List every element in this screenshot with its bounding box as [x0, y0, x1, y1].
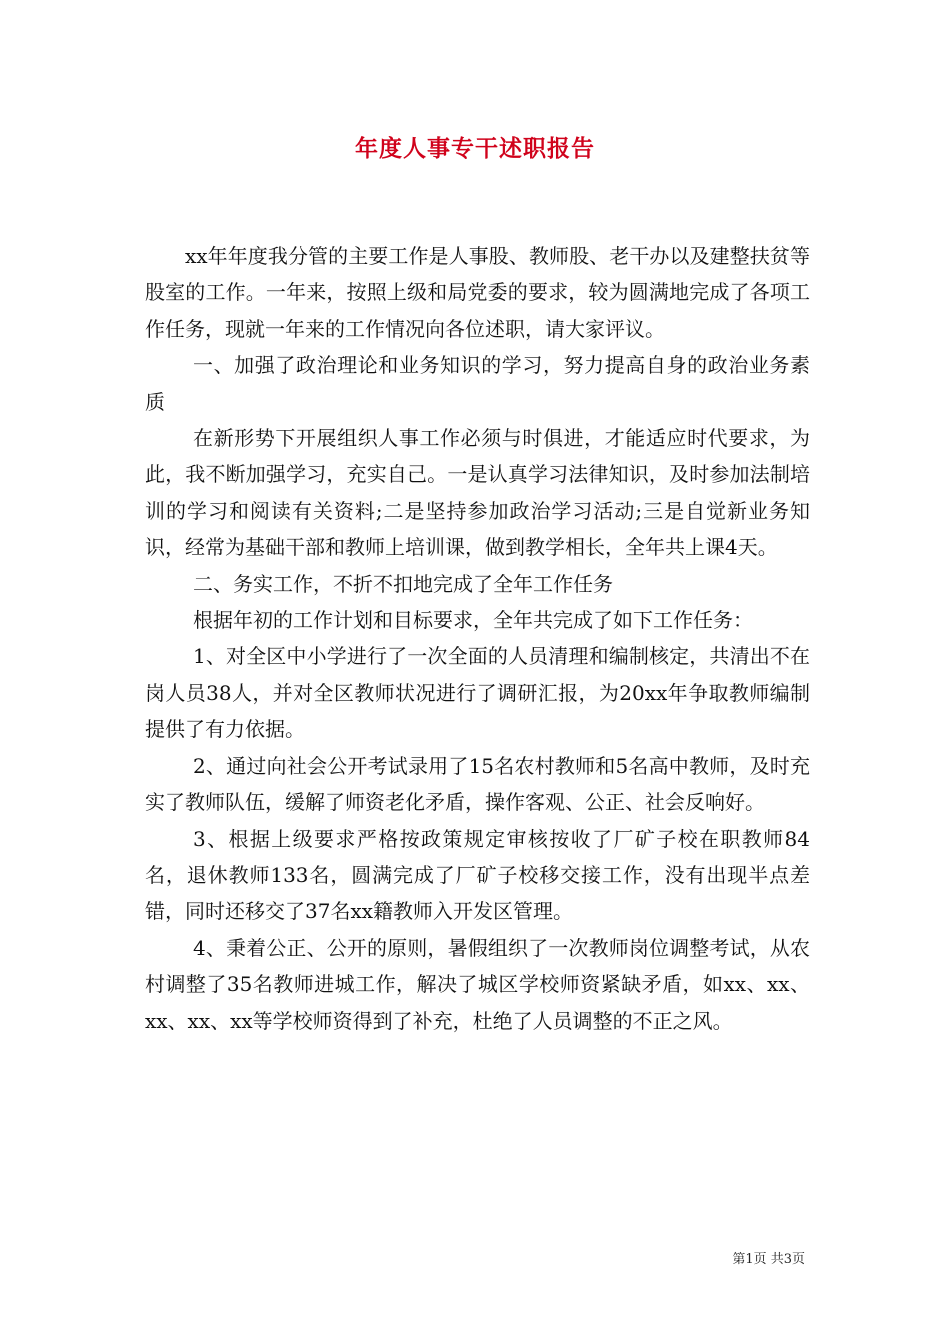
- list-item-3: 3、根据上级要求严格按政策规定审核按收了厂矿子校在职教师84名，退休教师133名，圆满完成了厂矿子校移交接工作，没有出现半点差错，同时还移交了37名xx籍教师入开发区管理。: [145, 826, 810, 924]
- paragraph-intro: xx年年度我分管的主要工作是人事股、教师股、老干办以及建整扶贫等股室的工作。一年来，按照上级和局党委的要求，较为圆满地完成了各项工作任务，现就一年来的工作情况向各位述职，请大家评议。: [145, 244, 810, 341]
- page-number: 第1页 共3页: [732, 1252, 805, 1267]
- list-item-1: 1、对全区中小学进行了一次全面的人员清理和编制核定，共清出不在岗人员38人，并对全区教师状况进行了调研汇报，为20xx年争取教师编制提供了有力依据。: [145, 644, 810, 742]
- section-heading-2: 二、务实工作，不折不扣地完成了全年工作任务: [193, 571, 613, 596]
- list-item-2: 2、通过向社会公开考试录用了15名农村教师和5名高中教师，及时充实了教师队伍，缓解了师资老化矛盾，操作客观、公正、社会反响好。: [145, 753, 810, 815]
- document-body: [145, 238, 810, 1039]
- section-heading-1: 一、加强了政治理论和业务知识的学习，努力提高自身的政治业务素质: [145, 353, 810, 414]
- document-title: 年度人事专干述职报告: [355, 135, 595, 162]
- list-item-4: 4、秉着公正、公开的原则，暑假组织了一次教师岗位调整考试，从农村调整了35名教师进城工作，解决了城区学校师资紧缺矛盾，如xx、xx、xx、xx、xx等学校师资得到了补充，杜绝了人员调整的不正之风。: [145, 935, 810, 1033]
- paragraph-tasks-intro: 根据年初的工作计划和目标要求，全年共完成了如下工作任务：: [193, 608, 753, 633]
- paragraph-study: 在新形势下开展组织人事工作必须与时俱进，才能适应时代要求，为此，我不断加强学习，充实自己。一是认真学习法律知识，及时参加法制培训的学习和阅读有关资料;二是坚持参加政治学习活动;三是自觉新业务知识，经常为基础干部和教师上培训课，做到教学相长，全年共上课4天。: [145, 426, 810, 560]
